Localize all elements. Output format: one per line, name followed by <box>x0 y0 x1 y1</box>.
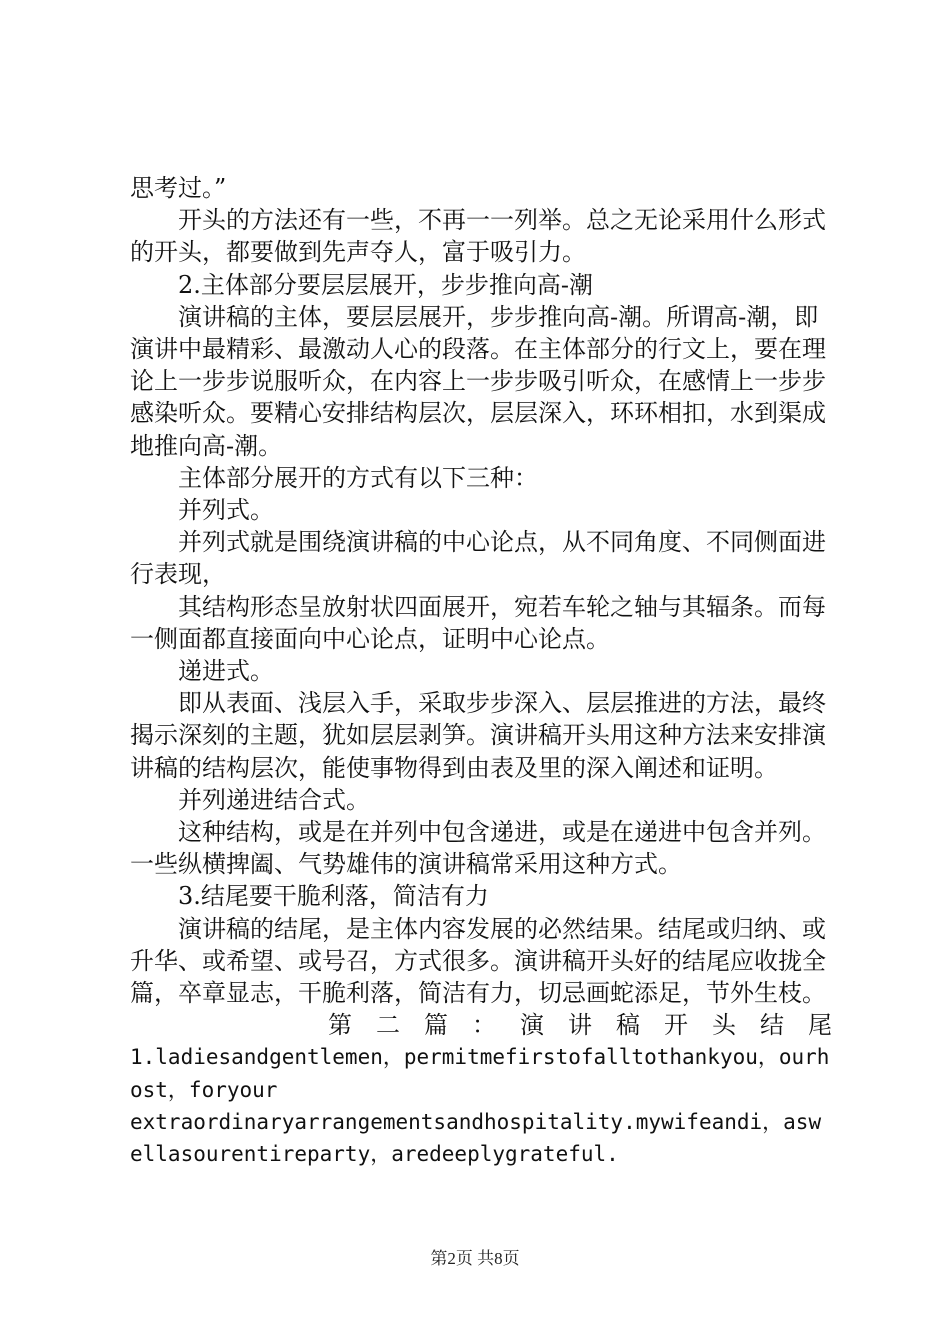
document-body <box>130 172 856 1170</box>
paragraph: 演讲稿的结尾，是主体内容发展的必然结果。结尾或归纳、或升华、或希望、或号召，方式很多。演讲稿开头好的结尾应收拢全篇，卒章显志，干脆利落，简洁有力，切忌画蛇添足，节外生枝。 <box>130 914 826 1008</box>
paragraph: 主体部分展开的方式有以下三种： <box>178 463 538 492</box>
section-heading: 2.主体部分要层层展开，步步推向高-潮 <box>178 270 594 299</box>
english-paragraph: 1.ladiesandgentlemen，permitmefirstofalltothankyou，ourhost，foryour <box>130 1045 830 1102</box>
paragraph: 其结构形态呈放射状四面展开，宛若车轮之轴与其辐条。而每一侧面都直接面向中心论点，证明中心论点。 <box>130 592 826 653</box>
subheading: 并列式。 <box>178 496 274 525</box>
article-title: 第二篇：演讲稿开头结尾 <box>328 1011 856 1040</box>
section-heading: 3.结尾要干脆利落，简洁有力 <box>178 882 489 911</box>
paragraph: 并列式就是围绕演讲稿的中心论点，从不同角度、不同侧面进行表现， <box>130 528 826 589</box>
paragraph: 即从表面、浅层入手，采取步步深入、层层推进的方法，最终揭示深刻的主题，犹如层层剥笋。演讲稿开头用这种方法来安排演讲稿的结构层次，能使事物得到由表及里的深入阐述和证明。 <box>130 689 826 782</box>
paragraph: 开头的方法还有一些，不再一一列举。总之无论采用什么形式的开头，都要做到先声夺人，富于吸引力。 <box>130 206 826 267</box>
paragraph: 这种结构，或是在并列中包含递进，或是在递进中包含并列。一些纵横捭阖、气势雄伟的演讲稿常采用这种方式。 <box>130 818 826 879</box>
subheading: 递进式。 <box>178 657 274 686</box>
paragraph: 演讲稿的主体，要层层展开，步步推向高-潮。所谓高-潮，即演讲中最精彩、最激动人心的段落。在主体部分的行文上，要在理论上一步步说服听众，在内容上一步步吸引听众，在感情上一步步感染听众。要精心安排结构层次，层层深入，环环相扣，水到渠成地推向高-潮。 <box>130 302 826 460</box>
page-number: 第2页 共8页 <box>430 1249 520 1268</box>
paragraph-continuation: 思考过。” <box>130 174 227 202</box>
subheading: 并列递进结合式。 <box>178 785 370 814</box>
english-paragraph: extraordinaryarrangementsandhospitality.mywifeandi，aswellasourentireparty，aredeeplygrateful. <box>130 1109 822 1167</box>
